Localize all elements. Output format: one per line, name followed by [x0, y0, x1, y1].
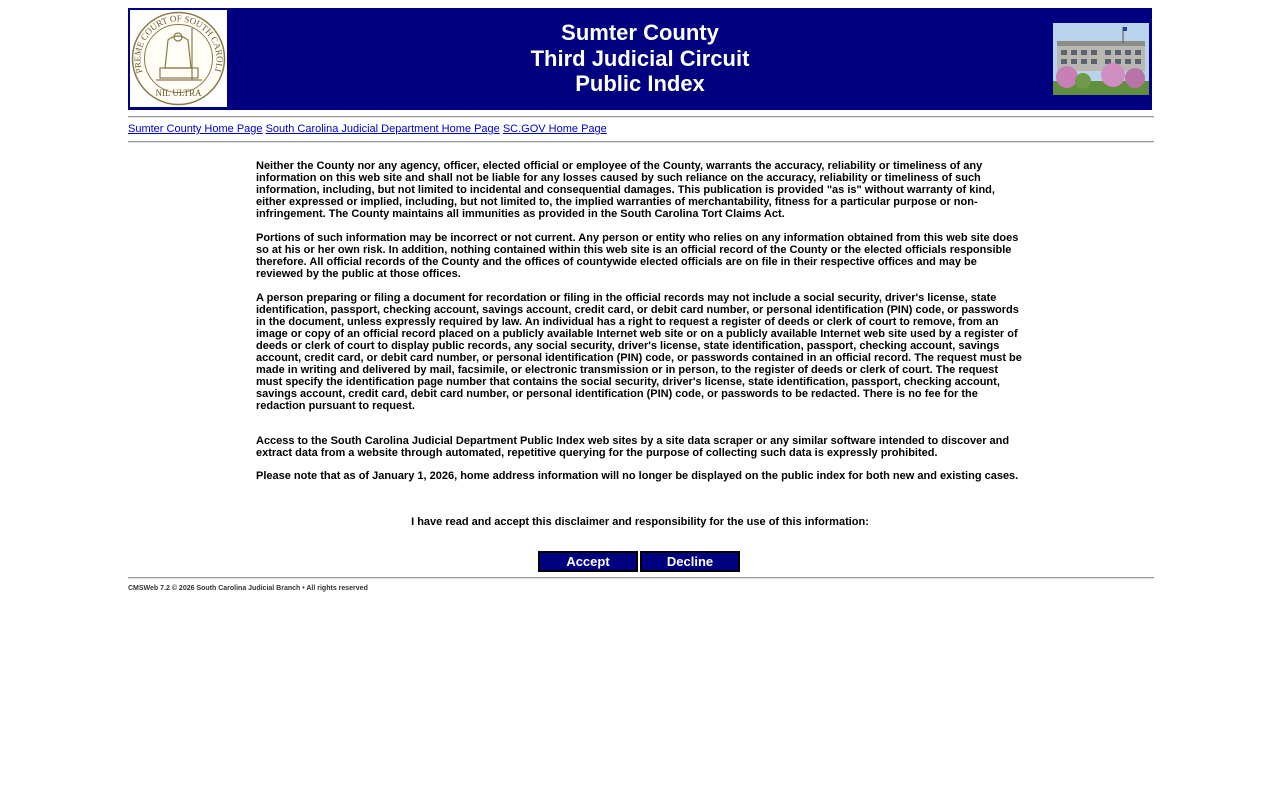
courthouse-photo [1053, 23, 1149, 95]
accept-decline-buttons [538, 551, 742, 572]
disclaimer-text [256, 160, 1026, 482]
sumter-county-home-link[interactable]: Sumter County Home Page [128, 123, 263, 135]
disclaimer-paragraph-risk: Portions of such information may be incorrect or not current. Any person or entity who relies on any information obtained from this web site does so at his or her own risk. In addition, nothing contained within this web site is an official record of the County or the elected officials responsible therefore. All official records of the County and the offices of countywide elected officials are on file in their respective offices and may be reviewed by the public at those offices. [256, 232, 1019, 280]
accept-prompt: I have read and accept this disclaimer and responsibility for the use of this information: [411, 516, 869, 528]
disclaimer-paragraph-scraper: Access to the South Carolina Judicial Department Public Index web sites by a site data scraper or any similar software intended to discover and extract data from a website through automated, repetitive querying for the purpose of collecting such data is expressly prohibited. [256, 435, 1010, 459]
footer-divider [128, 577, 1154, 579]
sc-gov-home-link[interactable]: SC.GOV Home Page [502, 123, 607, 135]
title-circuit: Third Judicial Circuit [530, 45, 750, 71]
disclaimer-paragraph-warranty: Neither the County nor any agency, officer, elected official or employee of the County, warrants the accuracy, reliability or timeliness of any information on this web site and shall not be liable for any losses caused by such reliance on the accuracy, reliability or timeliness of such information, including, but not limited to incidental and consequential damages. This publication is provided "as is" without warranty of kind, either expressed or implied, including, but not limited to, the implied warranties of merchantability, fitness for a particular purpose or non-infringement. The County maintains all immunities as provided in the South Carolina Tort Claims Act. [256, 160, 995, 220]
accept-button[interactable]: Accept [538, 551, 638, 572]
title-county: Sumter County [561, 20, 719, 45]
page-title [128, 20, 1152, 97]
header-banner [128, 8, 1152, 110]
title-public-index: Public Index [575, 71, 705, 96]
decline-button[interactable]: Decline [640, 551, 740, 572]
nav-divider [128, 141, 1154, 143]
top-divider [128, 116, 1154, 118]
disclaimer-paragraph-personal-data: A person preparing or filing a document for recordation or filing in the official records may not include a social security, driver's license, state identification, passport, checking account, savings account, credit card, or debit card number, or personal identification (PIN) code, or passwords in the document, unless expressly required by law. An individual has a right to request a register of deeds or clerk of court to remove, from an image or copy of an official record placed on a publicly available Internet web site or on a publicly available Internet web site used by a register of deeds or clerk of court to display public records, any social security, driver's license, state identification, passport, checking account, savings account, credit card, or debit card number, or personal identification (PIN) code, or passwords contained in an official record. The request must be made in writing and delivered by mail, facsimile, or electronic transmission or in person, to the register of deeds or clerk of court. The request must specify the identification page number that contains the social security, driver's license, state identification, passport, checking account, savings account, credit card, debit card number, or personal identification (PIN) code, or passwords to be redacted. There is no fee for the redaction pursuant to request. [256, 292, 1022, 412]
nav-links [128, 123, 607, 135]
sc-judicial-department-home-link[interactable]: South Carolina Judicial Department Home Page [265, 123, 500, 135]
seal-arc-text: PREME COURT OF SOUTH CAROLI [132, 13, 225, 75]
disclaimer-paragraph-home-address: Please note that as of January 1, 2026, home address information will no longer be displayed on the public index for both new and existing cases. [256, 470, 1019, 482]
footer-copyright: CMSWeb 7.2 © 2026 South Carolina Judicial Branch • All rights reserved [128, 585, 368, 592]
seal-motto-text: NIL ULTRA [155, 88, 202, 98]
